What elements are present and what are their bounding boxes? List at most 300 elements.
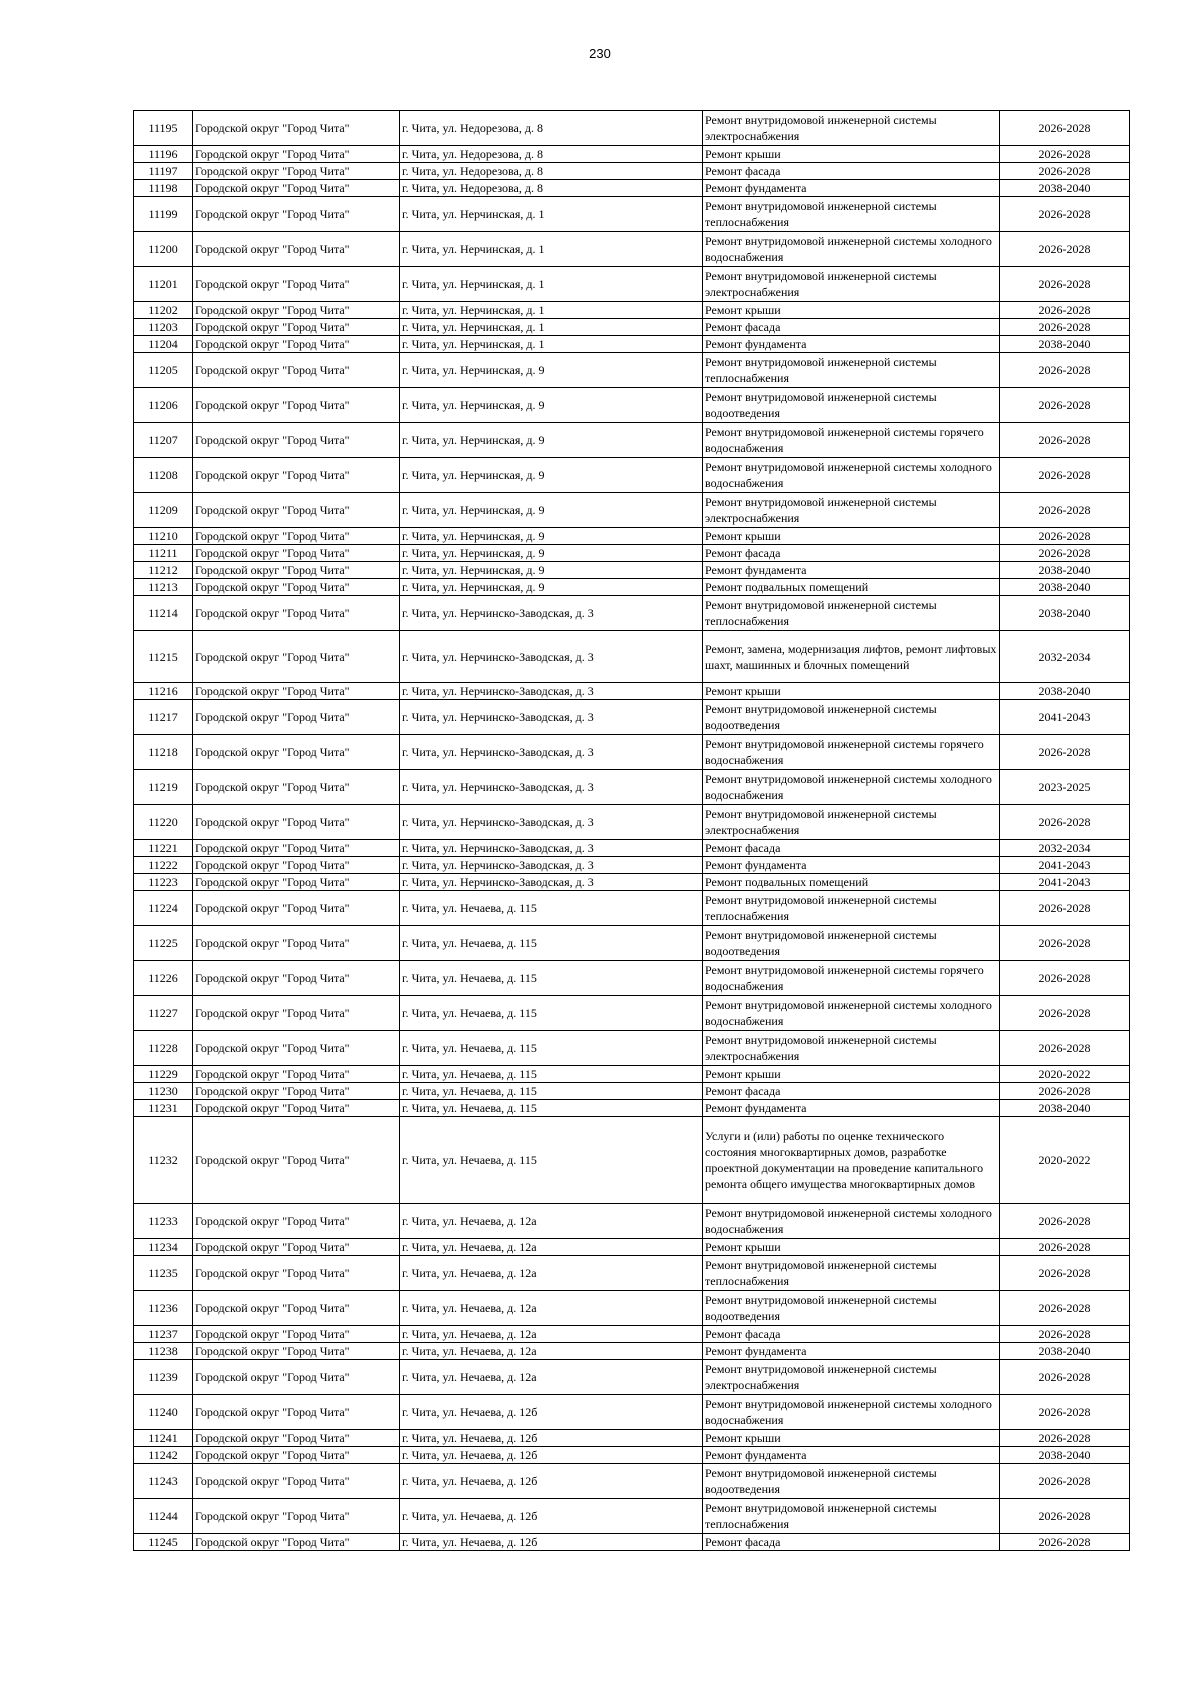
row-number: 11238 [134, 1343, 193, 1360]
work-type-cell: Ремонт внутридомовой инженерной системы водоотведения [703, 926, 1000, 961]
row-number: 11240 [134, 1395, 193, 1430]
row-number: 11211 [134, 545, 193, 562]
work-type-cell: Ремонт внутридомовой инженерной системы теплоснабжения [703, 1256, 1000, 1291]
work-type-cell: Ремонт крыши [703, 146, 1000, 163]
period-cell: 2038-2040 [1000, 596, 1130, 631]
table-row [134, 1256, 1130, 1291]
work-type-cell: Ремонт фундамента [703, 857, 1000, 874]
address-cell: г. Чита, ул. Нерчинско-Заводская, д. 3 [400, 631, 703, 683]
table-row [134, 545, 1130, 562]
municipality-cell: Городской округ "Город Чита" [193, 840, 400, 857]
row-number: 11212 [134, 562, 193, 579]
row-number: 11209 [134, 493, 193, 528]
work-type-cell: Ремонт крыши [703, 302, 1000, 319]
period-cell: 2026-2028 [1000, 1204, 1130, 1239]
work-type-cell: Ремонт фасада [703, 163, 1000, 180]
work-type-cell: Ремонт внутридомовой инженерной системы теплоснабжения [703, 1499, 1000, 1534]
address-cell: г. Чита, ул. Нерчинско-Заводская, д. 3 [400, 596, 703, 631]
period-cell: 2026-2028 [1000, 545, 1130, 562]
period-cell: 2026-2028 [1000, 1395, 1130, 1430]
address-cell: г. Чита, ул. Нечаева, д. 115 [400, 996, 703, 1031]
row-number: 11245 [134, 1534, 193, 1551]
period-cell: 2038-2040 [1000, 180, 1130, 197]
municipality-cell: Городской округ "Город Чита" [193, 891, 400, 926]
table-row [134, 579, 1130, 596]
period-cell: 2038-2040 [1000, 579, 1130, 596]
address-cell: г. Чита, ул. Нерчинско-Заводская, д. 3 [400, 874, 703, 891]
municipality-cell: Городской округ "Город Чита" [193, 1256, 400, 1291]
row-number: 11228 [134, 1031, 193, 1066]
row-number: 11235 [134, 1256, 193, 1291]
period-cell: 2020-2022 [1000, 1117, 1130, 1204]
table-row [134, 562, 1130, 579]
work-type-cell: Ремонт внутридомовой инженерной системы холодного водоснабжения [703, 770, 1000, 805]
address-cell: г. Чита, ул. Нерчинско-Заводская, д. 3 [400, 700, 703, 735]
municipality-cell: Городской округ "Город Чита" [193, 232, 400, 267]
municipality-cell: Городской округ "Город Чита" [193, 926, 400, 961]
municipality-cell: Городской округ "Город Чита" [193, 1360, 400, 1395]
address-cell: г. Чита, ул. Нерчинско-Заводская, д. 3 [400, 857, 703, 874]
municipality-cell: Городской округ "Город Чита" [193, 1499, 400, 1534]
period-cell: 2026-2028 [1000, 926, 1130, 961]
row-number: 11217 [134, 700, 193, 735]
address-cell: г. Чита, ул. Нечаева, д. 115 [400, 1083, 703, 1100]
address-cell: г. Чита, ул. Нерчинская, д. 1 [400, 267, 703, 302]
period-cell: 2026-2028 [1000, 1430, 1130, 1447]
period-cell: 2026-2028 [1000, 111, 1130, 146]
row-number: 11223 [134, 874, 193, 891]
work-type-cell: Ремонт внутридомовой инженерной системы горячего водоснабжения [703, 961, 1000, 996]
address-cell: г. Чита, ул. Нечаева, д. 12а [400, 1239, 703, 1256]
municipality-cell: Городской округ "Город Чита" [193, 1100, 400, 1117]
row-number: 11201 [134, 267, 193, 302]
row-number: 11204 [134, 336, 193, 353]
capital-repair-table [133, 110, 1130, 1551]
period-cell: 2026-2028 [1000, 996, 1130, 1031]
row-number: 11205 [134, 353, 193, 388]
period-cell: 2026-2028 [1000, 302, 1130, 319]
table-row [134, 840, 1130, 857]
municipality-cell: Городской округ "Город Чита" [193, 163, 400, 180]
row-number: 11224 [134, 891, 193, 926]
table-row [134, 267, 1130, 302]
period-cell: 2041-2043 [1000, 700, 1130, 735]
work-type-cell: Ремонт внутридомовой инженерной системы теплоснабжения [703, 353, 1000, 388]
period-cell: 2026-2028 [1000, 319, 1130, 336]
address-cell: г. Чита, ул. Нечаева, д. 12а [400, 1343, 703, 1360]
table-row [134, 163, 1130, 180]
table-row [134, 805, 1130, 840]
row-number: 11243 [134, 1464, 193, 1499]
row-number: 11208 [134, 458, 193, 493]
address-cell: г. Чита, ул. Нерчинская, д. 1 [400, 319, 703, 336]
row-number: 11214 [134, 596, 193, 631]
work-type-cell: Ремонт внутридомовой инженерной системы электроснабжения [703, 1031, 1000, 1066]
row-number: 11241 [134, 1430, 193, 1447]
table-row [134, 1083, 1130, 1100]
period-cell: 2038-2040 [1000, 1343, 1130, 1360]
table-row [134, 111, 1130, 146]
address-cell: г. Чита, ул. Нерчинская, д. 9 [400, 353, 703, 388]
address-cell: г. Чита, ул. Нечаева, д. 12б [400, 1534, 703, 1551]
row-number: 11231 [134, 1100, 193, 1117]
table-row [134, 1464, 1130, 1499]
row-number: 11196 [134, 146, 193, 163]
work-type-cell: Ремонт внутридомовой инженерной системы электроснабжения [703, 1360, 1000, 1395]
work-type-cell: Ремонт внутридомовой инженерной системы электроснабжения [703, 111, 1000, 146]
address-cell: г. Чита, ул. Нерчинская, д. 1 [400, 232, 703, 267]
municipality-cell: Городской округ "Город Чита" [193, 353, 400, 388]
address-cell: г. Чита, ул. Нечаева, д. 12б [400, 1447, 703, 1464]
row-number: 11225 [134, 926, 193, 961]
address-cell: г. Чита, ул. Нечаева, д. 12а [400, 1256, 703, 1291]
work-type-cell: Ремонт подвальных помещений [703, 579, 1000, 596]
table-row [134, 388, 1130, 423]
municipality-cell: Городской округ "Город Чита" [193, 528, 400, 545]
address-cell: г. Чита, ул. Нечаева, д. 115 [400, 1117, 703, 1204]
period-cell: 2038-2040 [1000, 336, 1130, 353]
work-type-cell: Ремонт внутридомовой инженерной системы теплоснабжения [703, 891, 1000, 926]
row-number: 11213 [134, 579, 193, 596]
address-cell: г. Чита, ул. Нерчинско-Заводская, д. 3 [400, 770, 703, 805]
work-type-cell: Ремонт фасада [703, 1326, 1000, 1343]
municipality-cell: Городской округ "Город Чита" [193, 1031, 400, 1066]
period-cell: 2041-2043 [1000, 857, 1130, 874]
row-number: 11210 [134, 528, 193, 545]
period-cell: 2026-2028 [1000, 423, 1130, 458]
row-number: 11232 [134, 1117, 193, 1204]
row-number: 11221 [134, 840, 193, 857]
table-row [134, 700, 1130, 735]
municipality-cell: Городской округ "Город Чита" [193, 1117, 400, 1204]
work-type-cell: Ремонт внутридомовой инженерной системы холодного водоснабжения [703, 996, 1000, 1031]
table-row [134, 1326, 1130, 1343]
work-type-cell: Ремонт фасада [703, 1534, 1000, 1551]
work-type-cell: Ремонт крыши [703, 1430, 1000, 1447]
address-cell: г. Чита, ул. Нечаева, д. 115 [400, 1031, 703, 1066]
table-row [134, 353, 1130, 388]
work-type-cell: Ремонт крыши [703, 683, 1000, 700]
row-number: 11200 [134, 232, 193, 267]
municipality-cell: Городской округ "Город Чита" [193, 180, 400, 197]
municipality-cell: Городской округ "Город Чита" [193, 631, 400, 683]
period-cell: 2038-2040 [1000, 683, 1130, 700]
municipality-cell: Городской округ "Город Чита" [193, 197, 400, 232]
municipality-cell: Городской округ "Город Чита" [193, 1464, 400, 1499]
work-type-cell: Ремонт фасада [703, 319, 1000, 336]
period-cell: 2026-2028 [1000, 1534, 1130, 1551]
row-number: 11226 [134, 961, 193, 996]
work-type-cell: Ремонт фасада [703, 545, 1000, 562]
table-body [134, 111, 1130, 1551]
work-type-cell: Ремонт внутридомовой инженерной системы горячего водоснабжения [703, 423, 1000, 458]
row-number: 11215 [134, 631, 193, 683]
table-row [134, 1291, 1130, 1326]
table-row [134, 1430, 1130, 1447]
table-row [134, 1117, 1130, 1204]
period-cell: 2026-2028 [1000, 1464, 1130, 1499]
municipality-cell: Городской округ "Город Чита" [193, 1083, 400, 1100]
table-row [134, 528, 1130, 545]
municipality-cell: Городской округ "Город Чита" [193, 423, 400, 458]
table-row [134, 770, 1130, 805]
period-cell: 2026-2028 [1000, 267, 1130, 302]
table-row [134, 1031, 1130, 1066]
table-row [134, 493, 1130, 528]
table-row [134, 232, 1130, 267]
address-cell: г. Чита, ул. Нечаева, д. 12б [400, 1395, 703, 1430]
municipality-cell: Городской округ "Город Чита" [193, 111, 400, 146]
work-type-cell: Ремонт внутридомовой инженерной системы электроснабжения [703, 805, 1000, 840]
work-type-cell: Ремонт фундамента [703, 180, 1000, 197]
address-cell: г. Чита, ул. Нечаева, д. 115 [400, 926, 703, 961]
address-cell: г. Чита, ул. Нечаева, д. 12б [400, 1430, 703, 1447]
municipality-cell: Городской округ "Город Чита" [193, 1239, 400, 1256]
row-number: 11197 [134, 163, 193, 180]
work-type-cell: Ремонт фундамента [703, 1447, 1000, 1464]
row-number: 11220 [134, 805, 193, 840]
period-cell: 2026-2028 [1000, 805, 1130, 840]
table-row [134, 1395, 1130, 1430]
table-row [134, 319, 1130, 336]
municipality-cell: Городской округ "Город Чита" [193, 545, 400, 562]
work-type-cell: Ремонт фундамента [703, 336, 1000, 353]
municipality-cell: Городской округ "Город Чита" [193, 493, 400, 528]
row-number: 11219 [134, 770, 193, 805]
page-number: 230 [589, 46, 611, 61]
address-cell: г. Чита, ул. Нечаева, д. 12б [400, 1499, 703, 1534]
period-cell: 2026-2028 [1000, 163, 1130, 180]
work-type-cell: Ремонт крыши [703, 1239, 1000, 1256]
table-row [134, 458, 1130, 493]
period-cell: 2026-2028 [1000, 353, 1130, 388]
period-cell: 2026-2028 [1000, 528, 1130, 545]
municipality-cell: Городской округ "Город Чита" [193, 1291, 400, 1326]
municipality-cell: Городской округ "Город Чита" [193, 700, 400, 735]
row-number: 11229 [134, 1066, 193, 1083]
table-row [134, 423, 1130, 458]
row-number: 11222 [134, 857, 193, 874]
address-cell: г. Чита, ул. Нечаева, д. 115 [400, 961, 703, 996]
municipality-cell: Городской округ "Город Чита" [193, 562, 400, 579]
row-number: 11237 [134, 1326, 193, 1343]
row-number: 11234 [134, 1239, 193, 1256]
table-row [134, 891, 1130, 926]
municipality-cell: Городской округ "Город Чита" [193, 683, 400, 700]
period-cell: 2041-2043 [1000, 874, 1130, 891]
work-type-cell: Ремонт внутридомовой инженерной системы водоотведения [703, 700, 1000, 735]
period-cell: 2026-2028 [1000, 146, 1130, 163]
table-row [134, 961, 1130, 996]
address-cell: г. Чита, ул. Нерчинско-Заводская, д. 3 [400, 840, 703, 857]
municipality-cell: Городской округ "Город Чита" [193, 596, 400, 631]
address-cell: г. Чита, ул. Недорезова, д. 8 [400, 180, 703, 197]
row-number: 11199 [134, 197, 193, 232]
table-row [134, 735, 1130, 770]
row-number: 11216 [134, 683, 193, 700]
municipality-cell: Городской округ "Город Чита" [193, 805, 400, 840]
table-row [134, 197, 1130, 232]
address-cell: г. Чита, ул. Нерчинская, д. 9 [400, 545, 703, 562]
municipality-cell: Городской округ "Город Чита" [193, 267, 400, 302]
row-number: 11198 [134, 180, 193, 197]
work-type-cell: Ремонт внутридомовой инженерной системы холодного водоснабжения [703, 1204, 1000, 1239]
address-cell: г. Чита, ул. Нерчинско-Заводская, д. 3 [400, 805, 703, 840]
period-cell: 2026-2028 [1000, 388, 1130, 423]
address-cell: г. Чита, ул. Нерчинская, д. 1 [400, 197, 703, 232]
table-row [134, 1534, 1130, 1551]
table-row [134, 1343, 1130, 1360]
work-type-cell: Ремонт фасада [703, 840, 1000, 857]
period-cell: 2026-2028 [1000, 1083, 1130, 1100]
table-row [134, 874, 1130, 891]
address-cell: г. Чита, ул. Нечаева, д. 115 [400, 1100, 703, 1117]
address-cell: г. Чита, ул. Нерчинская, д. 9 [400, 562, 703, 579]
table-row [134, 926, 1130, 961]
period-cell: 2026-2028 [1000, 1031, 1130, 1066]
period-cell: 2026-2028 [1000, 1326, 1130, 1343]
municipality-cell: Городской округ "Город Чита" [193, 770, 400, 805]
table-row [134, 1239, 1130, 1256]
row-number: 11233 [134, 1204, 193, 1239]
municipality-cell: Городской округ "Город Чита" [193, 874, 400, 891]
work-type-cell: Ремонт подвальных помещений [703, 874, 1000, 891]
address-cell: г. Чита, ул. Нерчинская, д. 9 [400, 388, 703, 423]
address-cell: г. Чита, ул. Недорезова, д. 8 [400, 146, 703, 163]
period-cell: 2026-2028 [1000, 1360, 1130, 1395]
municipality-cell: Городской округ "Город Чита" [193, 579, 400, 596]
work-type-cell: Ремонт внутридомовой инженерной системы холодного водоснабжения [703, 232, 1000, 267]
work-type-cell: Ремонт крыши [703, 1066, 1000, 1083]
municipality-cell: Городской округ "Город Чита" [193, 857, 400, 874]
row-number: 11203 [134, 319, 193, 336]
period-cell: 2026-2028 [1000, 493, 1130, 528]
work-type-cell: Ремонт фасада [703, 1083, 1000, 1100]
address-cell: г. Чита, ул. Нерчинская, д. 1 [400, 302, 703, 319]
row-number: 11244 [134, 1499, 193, 1534]
municipality-cell: Городской округ "Город Чита" [193, 996, 400, 1031]
period-cell: 2026-2028 [1000, 197, 1130, 232]
address-cell: г. Чита, ул. Нерчинская, д. 9 [400, 579, 703, 596]
period-cell: 2038-2040 [1000, 562, 1130, 579]
period-cell: 2038-2040 [1000, 1100, 1130, 1117]
row-number: 11230 [134, 1083, 193, 1100]
row-number: 11242 [134, 1447, 193, 1464]
address-cell: г. Чита, ул. Нерчинская, д. 1 [400, 336, 703, 353]
row-number: 11206 [134, 388, 193, 423]
table-row [134, 596, 1130, 631]
period-cell: 2038-2040 [1000, 1447, 1130, 1464]
work-type-cell: Ремонт фундамента [703, 1100, 1000, 1117]
row-number: 11239 [134, 1360, 193, 1395]
address-cell: г. Чита, ул. Нечаева, д. 12а [400, 1291, 703, 1326]
table-row [134, 996, 1130, 1031]
address-cell: г. Чита, ул. Нечаева, д. 12а [400, 1360, 703, 1395]
period-cell: 2020-2022 [1000, 1066, 1130, 1083]
table-row [134, 1360, 1130, 1395]
table-row [134, 1204, 1130, 1239]
work-type-cell: Ремонт, замена, модернизация лифтов, ремонт лифтовых шахт, машинных и блочных помещений [703, 631, 1000, 683]
work-type-cell: Ремонт внутридомовой инженерной системы водоотведения [703, 1464, 1000, 1499]
municipality-cell: Городской округ "Город Чита" [193, 1447, 400, 1464]
work-type-cell: Ремонт внутридомовой инженерной системы теплоснабжения [703, 197, 1000, 232]
work-type-cell: Ремонт внутридомовой инженерной системы холодного водоснабжения [703, 1395, 1000, 1430]
row-number: 11227 [134, 996, 193, 1031]
work-type-cell: Ремонт фундамента [703, 562, 1000, 579]
address-cell: г. Чита, ул. Нечаева, д. 12б [400, 1464, 703, 1499]
work-type-cell: Ремонт внутридомовой инженерной системы водоотведения [703, 1291, 1000, 1326]
address-cell: г. Чита, ул. Нечаева, д. 115 [400, 1066, 703, 1083]
address-cell: г. Чита, ул. Нерчинская, д. 9 [400, 458, 703, 493]
address-cell: г. Чита, ул. Нерчинско-Заводская, д. 3 [400, 735, 703, 770]
table-row [134, 1100, 1130, 1117]
work-type-cell: Ремонт крыши [703, 528, 1000, 545]
municipality-cell: Городской округ "Город Чита" [193, 146, 400, 163]
period-cell: 2023-2025 [1000, 770, 1130, 805]
period-cell: 2026-2028 [1000, 232, 1130, 267]
table-row [134, 631, 1130, 683]
municipality-cell: Городской округ "Город Чита" [193, 735, 400, 770]
table-row [134, 180, 1130, 197]
row-number: 11218 [134, 735, 193, 770]
municipality-cell: Городской округ "Город Чита" [193, 1326, 400, 1343]
municipality-cell: Городской округ "Город Чита" [193, 961, 400, 996]
work-type-cell: Ремонт внутридомовой инженерной системы водоотведения [703, 388, 1000, 423]
municipality-cell: Городской округ "Город Чита" [193, 1204, 400, 1239]
row-number: 11195 [134, 111, 193, 146]
period-cell: 2026-2028 [1000, 1239, 1130, 1256]
municipality-cell: Городской округ "Город Чита" [193, 1066, 400, 1083]
municipality-cell: Городской округ "Город Чита" [193, 458, 400, 493]
row-number: 11236 [134, 1291, 193, 1326]
municipality-cell: Городской округ "Город Чита" [193, 302, 400, 319]
municipality-cell: Городской округ "Город Чита" [193, 1343, 400, 1360]
table-row [134, 146, 1130, 163]
period-cell: 2026-2028 [1000, 961, 1130, 996]
address-cell: г. Чита, ул. Нечаева, д. 115 [400, 891, 703, 926]
work-type-cell: Ремонт фундамента [703, 1343, 1000, 1360]
municipality-cell: Городской округ "Город Чита" [193, 319, 400, 336]
work-type-cell: Ремонт внутридомовой инженерной системы электроснабжения [703, 493, 1000, 528]
table-row [134, 1066, 1130, 1083]
work-type-cell: Ремонт внутридомовой инженерной системы теплоснабжения [703, 596, 1000, 631]
table-row [134, 1447, 1130, 1464]
work-type-cell: Ремонт внутридомовой инженерной системы холодного водоснабжения [703, 458, 1000, 493]
period-cell: 2026-2028 [1000, 891, 1130, 926]
table-row [134, 857, 1130, 874]
municipality-cell: Городской округ "Город Чита" [193, 1395, 400, 1430]
table-row [134, 302, 1130, 319]
address-cell: г. Чита, ул. Нечаева, д. 12а [400, 1326, 703, 1343]
period-cell: 2026-2028 [1000, 1499, 1130, 1534]
address-cell: г. Чита, ул. Недорезова, д. 8 [400, 111, 703, 146]
period-cell: 2026-2028 [1000, 1256, 1130, 1291]
period-cell: 2026-2028 [1000, 1291, 1130, 1326]
period-cell: 2026-2028 [1000, 458, 1130, 493]
address-cell: г. Чита, ул. Нерчинская, д. 9 [400, 493, 703, 528]
work-type-cell: Услуги и (или) работы по оценке технического состояния многоквартирных домов, разработке проектной документации на проведение капитального ремонта общего имущества многоквартирных домов [703, 1117, 1000, 1204]
period-cell: 2032-2034 [1000, 631, 1130, 683]
row-number: 11202 [134, 302, 193, 319]
address-cell: г. Чита, ул. Нерчинская, д. 9 [400, 423, 703, 458]
municipality-cell: Городской округ "Город Чита" [193, 388, 400, 423]
work-type-cell: Ремонт внутридомовой инженерной системы электроснабжения [703, 267, 1000, 302]
period-cell: 2032-2034 [1000, 840, 1130, 857]
table-row [134, 683, 1130, 700]
row-number: 11207 [134, 423, 193, 458]
address-cell: г. Чита, ул. Недорезова, д. 8 [400, 163, 703, 180]
municipality-cell: Городской округ "Город Чита" [193, 1430, 400, 1447]
